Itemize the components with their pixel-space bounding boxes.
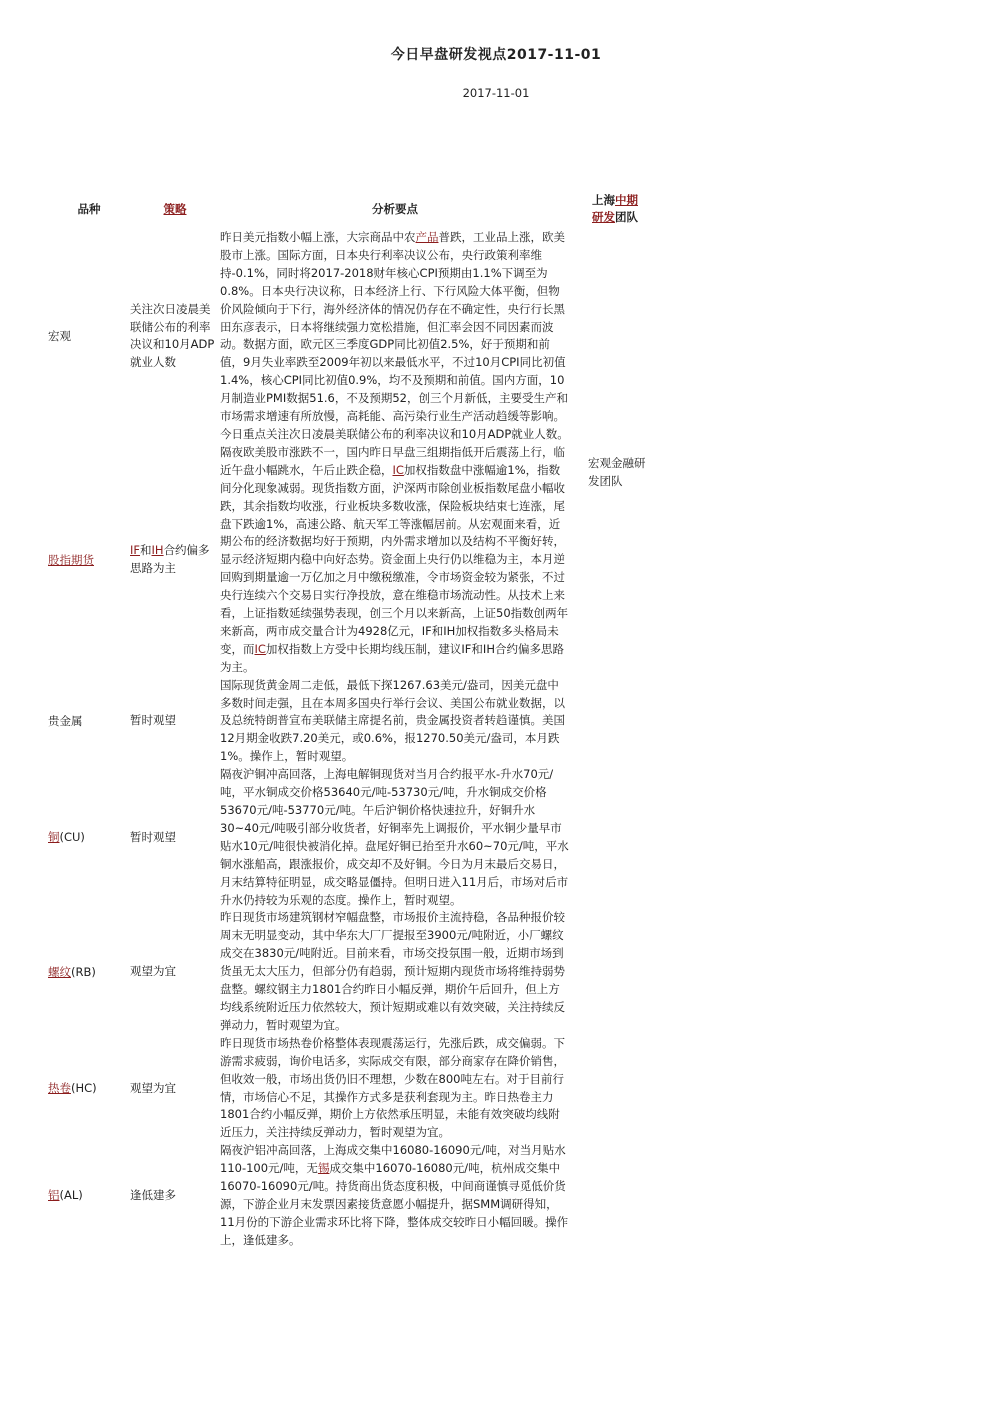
research-table [48,229,648,1250]
header-variety: 品种 [77,202,101,216]
strategy-link[interactable]: 策略 [163,202,187,216]
strategy-cell: 暂时观望 [130,829,176,844]
rebar-link[interactable]: 螺纹 [48,964,71,979]
variety-cell: 宏观 [48,328,71,343]
analysis-cell: 隔夜沪铝冲高回落，上海成交集中16080-16090元/吨，对当月贴水110-100元/吨，无锡成交集中16070-16080元/吨，杭州成交集中16070-16090元/吨。持货商出货态度积极，中间商谨慎寻觅低价货源，下游企业月末发票因素接货意愿小幅提升，据SMM调研得知，11月份的下游企业需求环比将下降，整体成交较昨日小幅回暖。操作上，逢低建多。 [220,1143,569,1247]
variety-cell: 贵金属 [48,713,83,728]
strategy-cell: 观望为宜 [130,1080,176,1095]
if-link[interactable]: IF [130,543,141,558]
strategy-cell: IF和IH合约偏多思路为主 [130,543,210,576]
header-team: 上海中期 研发团队 [592,193,638,224]
table-row [48,677,648,767]
variety-cell: 铝(AL) [48,1188,83,1203]
tin-link[interactable]: 锡 [317,1161,330,1176]
variety-cell [48,552,130,569]
table-row [48,909,648,1034]
zhongqi-link[interactable]: 中期 [615,193,638,207]
table-row [48,444,648,677]
ic-link[interactable]: IC [254,641,266,656]
page-title: 今日早盘研发视点2017-11-01 [390,47,602,63]
variety-cell: 铜(CU) [48,830,85,845]
strategy-cell: 暂时观望 [130,713,176,728]
header-analysis: 分析要点 [372,202,418,216]
table-row [48,766,648,909]
variety-cell: 螺纹(RB) [48,964,96,979]
team-name: 宏观金融研发团队 [588,456,646,488]
analysis-cell: 昨日美元指数小幅上涨，大宗商品中农产品普跌，工业品上涨，欧美股市上涨。国际方面，日本央行利率决议公布，央行政策利率维持-0.1%，同时将2017-2018财年核心CPI预期由1.1%下调至为0.8%。日本央行决议称，日本经济上行、下行风险大体平衡，但物价风险倾向于下行，海外经济体的情况仍存在不确定性，央行行长黑田东彦表示，日本将继续强力宽松措施，但汇率会因不同因素而波动。数据方面，欧元区三季度GDP同比初值2.5%，好于预期和前值，9月失业率跌至2009年初以来最低水平，不过10月CPI同比初值1.4%，核心CPI同比初值0.9%，均不及预期和前值。国内方面，10月制造业PMI数据51.6，不及预期52，创三个月新低，主要受生产和市场需求增速有所放慢，高耗能、高污染行业生产活动趋缓等影响。今日重点关注次日凌晨美联储公布的利率决议和10月ADP就业人数。 [220,230,569,441]
product-link[interactable]: 产品 [415,230,439,244]
table-row [48,229,648,444]
header-strategy[interactable] [130,201,220,218]
analysis-cell: 昨日现货市场建筑钢材窄幅盘整，市场报价主流持稳，各品种报价较周末无明显变动，其中华东大厂厂提报至3900元/吨附近，小厂螺纹成交在3830元/吨附近。目前来看，市场交投氛围一般，近期市场到货虽无太大压力，但部分仍有趋弱，预计短期内现货市场将维持弱势盘整。螺纹钢主力1801合约昨日小幅反弹，期价午后回升，但上方均线系统附近压力依然较大，预计短期或难以有效突破，关注持续反弹动力，暂时观望为宜。 [220,910,565,1032]
analysis-cell: 隔夜欧美股市涨跌不一，国内昨日早盘三组期指低开后震荡上行，临近午盘小幅跳水，午后止跌企稳，IC加权指数盘中涨幅逾1%，指数间分化现象减弱。现货指数方面，沪深两市除创业板指数尾盘小幅收跌，其余指数均收涨，行业板块多数收涨，保险板块结束七连涨，尾盘下跌逾1%，高速公路、航天军工等涨幅居前。从宏观面来看，近期公布的经济数据均好于预期，内外需求增加以及结构不平衡好转，显示经济短期内稳中向好态势。资金面上央行仍以维稳为主，本月逆回购到期量逾一万亿加之月中缴税缴准，令市场资金较为紧张，不过央行连续六个交易日实行净投放，意在维稳市场流动性。从技术上来看，上证指数延续强势表现，创三个月以来新高，上证50指数创两年来新高，两市成交量合计为4928亿元，IF和IH加权指数多头格局未变，而IC加权指数上方受中长期均线压制，建议IF和IH合约偏多思路为主。 [220,444,569,674]
strategy-cell: 观望为宜 [130,964,176,979]
strategy-cell: 逢低建多 [130,1187,176,1202]
yanfa-link[interactable]: 研发 [592,210,615,224]
page-date: 2017-11-01 [462,86,530,100]
strategy-cell: 关注次日凌晨美联储公布的利率决议和10月ADP就业人数 [130,301,215,370]
analysis-cell: 隔夜沪铜冲高回落，上海电解铜现货对当月合约报平水-升水70元/吨，平水铜成交价格53640元/吨-53730元/吨，升水铜成交价格53670元/吨-53770元/吨。午后沪铜价格快速拉升，好铜升水30~40元/吨吸引部分收货者，好铜率先上调报价，平水铜少量早市贴水10元/吨很快被消化掉。盘尾好铜已抬至升水60~70元/吨，平水铜水涨船高，跟涨报价，成交却不及好铜。今日为月末最后交易日，月末结算特征明显，成交略显僵持。但明日进入11月后，市场对后市升水仍持较为乐观的态度。操作上，暂时观望。 [220,767,569,907]
table-row [48,1035,648,1142]
ic-link[interactable]: IC [392,462,404,477]
table-row [48,1142,648,1249]
stock-index-link[interactable]: 股指期货 [48,552,94,567]
copper-link[interactable]: 铜 [48,830,60,845]
aluminum-link[interactable]: 铝 [48,1188,60,1203]
hot-coil-link[interactable]: 热卷 [48,1081,71,1095]
analysis-cell: 国际现货黄金周二走低，最低下探1267.63美元/盎司，因美元盘中多数时间走强，且在本周多国央行举行会议、美国公布就业数据，以及总统特朗普宣布美联储主席提名前，贵金属投资者转趋谨慎。美国12月期金收跌7.20美元，或0.6%，报1270.50美元/盎司，本月跌1%。操作上，暂时观望。 [220,677,565,764]
ih-link[interactable]: IH [151,543,164,558]
variety-cell: 热卷(HC) [48,1081,97,1095]
analysis-cell: 昨日现货市场热卷价格整体表现震荡运行，先涨后跌，成交偏弱。下游需求疲弱，询价电话多，实际成交有限，部分商家存在降价销售，但收效一般，市场出货仍旧不理想，少数在800吨左右。对于目前行情，市场信心不足，其操作方式多是获利套现为主。昨日热卷主力1801合约小幅反弹，期价上方依然承压明显，未能有效突破均线附近压力，关注持续反弹动力，暂时观望为宜。 [220,1035,565,1140]
